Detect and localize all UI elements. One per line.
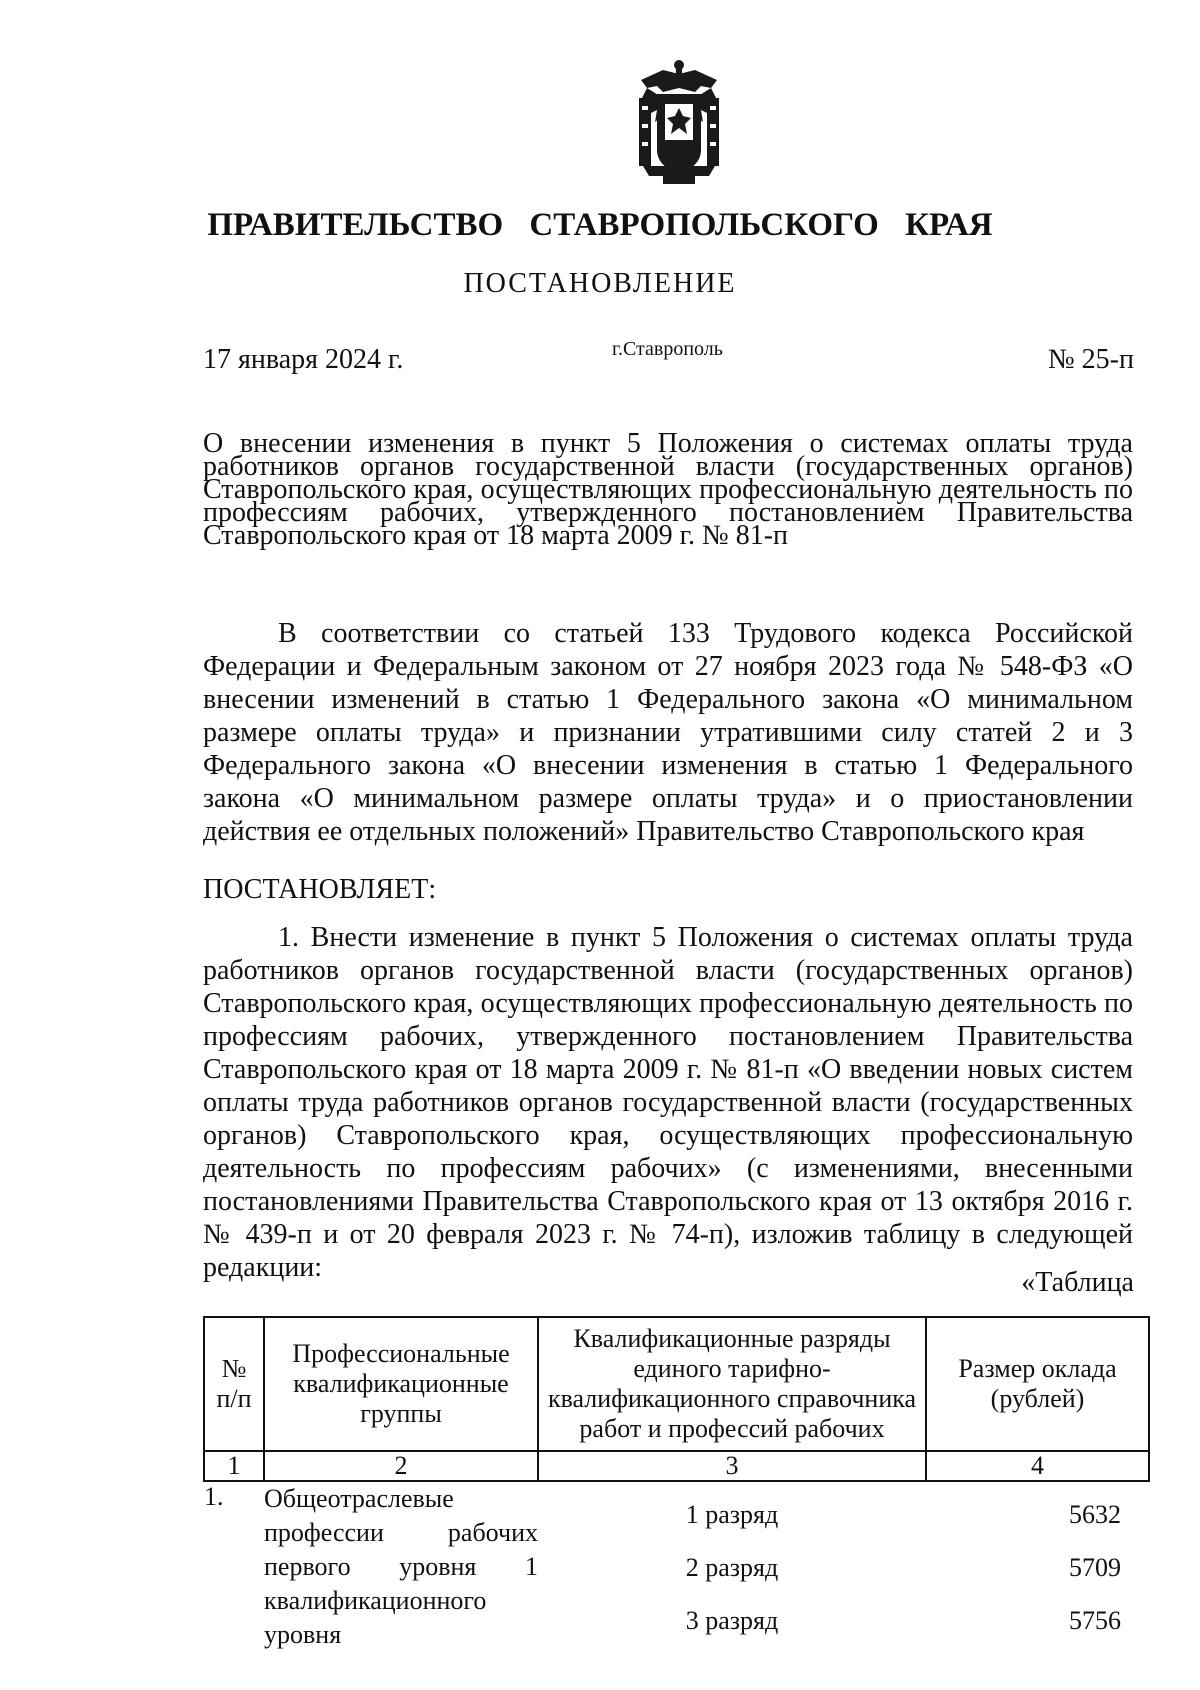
- preamble-paragraph: В соответствии со статьей 133 Трудового кодекса Российской Федерации и Федеральным законом от 27 ноября 2023 года № 548-ФЗ «О внесении изменений в статью 1 Федерального закона «О минимальном размере оплаты труда» и признании утратившими силу статей 2 и 3 Федерального закона «О внесении изменения в статью 1 Федерального закона «О минимальном размере оплаты труда» и о приостановлении действия ее отдельных положений» Правительство Ставропольского края: [203, 618, 1133, 847]
- table-caption: «Таблица: [1021, 1267, 1134, 1298]
- header-salary: Размер оклада (рублей): [926, 1317, 1149, 1451]
- item-1-paragraph: 1. Внести изменение в пункт 5 Положения о системах оплаты труда работников органов государственной власти (государственных органов) Ставропольского края, осуществляющих профессиональную деятельность по профессиям рабочих, утвержденного постановлением Правительства Ставропольского края от 18 марта 2009 г. № 81-п «О введении новых систем оплаты труда работников органов государственной власти (государственных органов) Ставропольского края, осуществляющих профессиональную деятельность по профессиям рабочих» (с изменениями, внесенными постановлениями Правительства Ставропольского края от 13 октября 2016 г. № 439-п и от 20 февраля 2023 г. № 74-п), изложив таблицу в следующей редакции:: [203, 922, 1133, 1283]
- header-number: № п/п: [204, 1317, 264, 1451]
- group-name: Общеотраслевые профессии рабочих первого уровня 1 квалификационного уровня: [264, 1484, 538, 1649]
- salary-cell: [926, 1481, 1149, 1652]
- header-grades: Квалификационные разряды единого тарифно-квалификационного справочника работ и профессий рабочих: [538, 1317, 926, 1451]
- column-number: 1: [204, 1451, 264, 1481]
- table-row: [204, 1481, 1149, 1652]
- column-number: 4: [926, 1451, 1149, 1481]
- column-number: 2: [264, 1451, 538, 1481]
- document-number: № 25-п: [1047, 344, 1134, 375]
- salary-value: 5756: [1069, 1606, 1121, 1635]
- column-number: 3: [538, 1451, 926, 1481]
- row-number: 1.: [204, 1482, 224, 1511]
- table-header-row: [204, 1317, 1149, 1451]
- salary-value: 5632: [1069, 1500, 1121, 1529]
- document-type: ПОСТАНОВЛЕНИЕ: [463, 268, 737, 299]
- document-subject: О внесении изменения в пункт 5 Положения о системах оплаты труда работников органов государственной власти (государственных органов) Ставропольского края, осуществляющих профессиональную деятельность по профессиям рабочих, утвержденного постановлением Правительства Ставропольского края от 18 марта 2009 г. № 81-п: [203, 428, 1133, 551]
- grade-item: 2 разряд: [685, 1553, 779, 1582]
- salary-table: [203, 1316, 1148, 1652]
- document-date: 17 января 2024 г.: [203, 344, 404, 375]
- document-city: г.Ставрополь: [612, 338, 723, 360]
- header-group: Профессиональные квалификационные группы: [264, 1317, 538, 1451]
- government-title: ПРАВИТЕЛЬСТВО СТАВРОПОЛЬСКОГО КРАЯ: [207, 207, 993, 243]
- coat-of-arms-icon: [633, 58, 725, 186]
- grades-cell: [538, 1481, 926, 1652]
- resolves-heading: ПОСТАНОВЛЯЕТ:: [203, 874, 437, 905]
- grade-item: 3 разряд: [685, 1606, 779, 1635]
- grade-item: 1 разряд: [685, 1500, 779, 1529]
- salary-value: 5709: [1069, 1553, 1121, 1582]
- table-column-numbers-row: [204, 1451, 1149, 1481]
